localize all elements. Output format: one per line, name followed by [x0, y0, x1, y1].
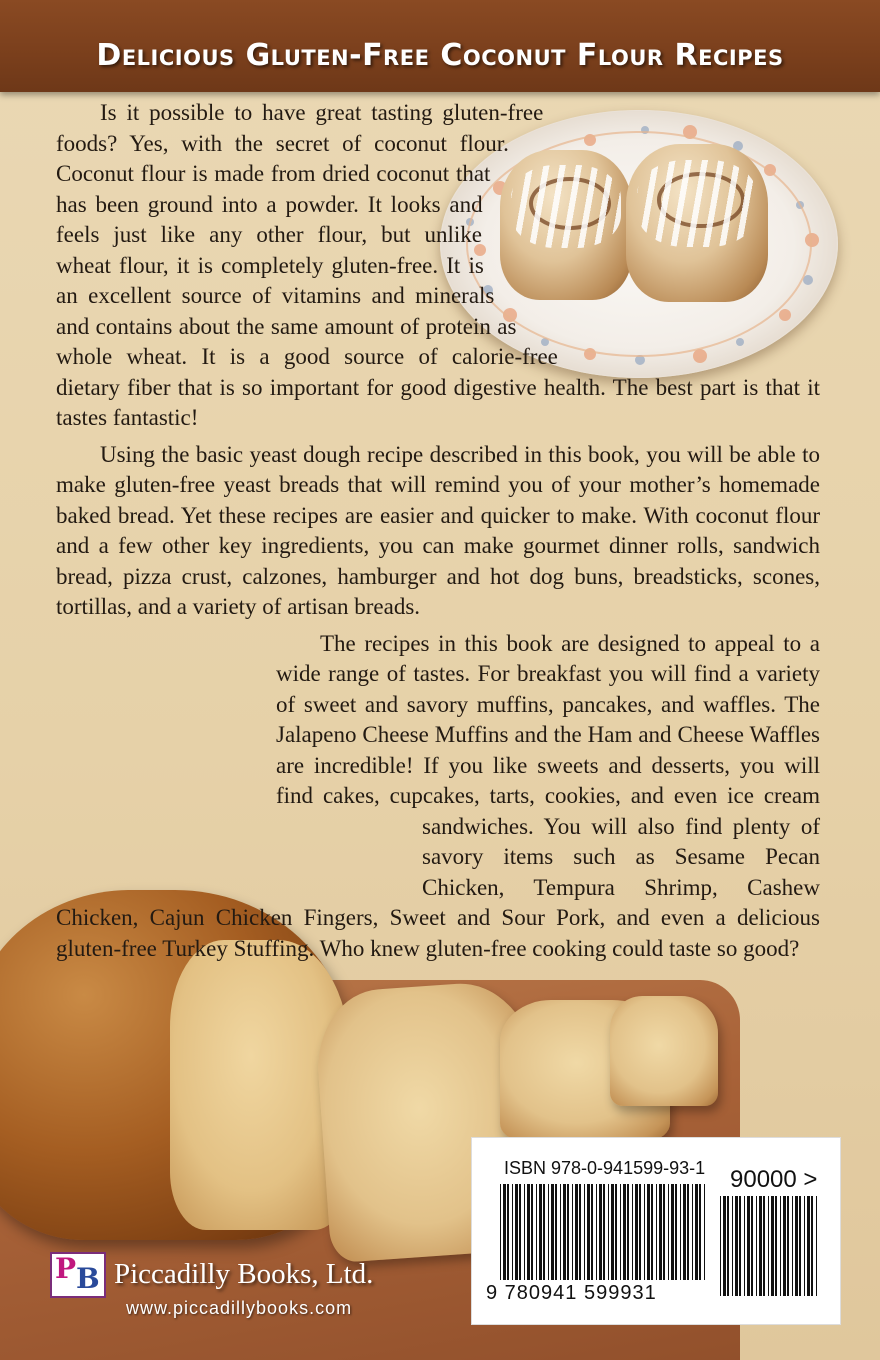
description-text — [56, 98, 820, 970]
paragraph: Using the basic yeast dough recipe described in this book, you will be able to make gluten-free yeast breads that will remind you of your mother’s homemade baked bread. Yet these recipes are easier and quicker to make. With coconut flour and a few other key ingredients, you can make gourmet dinner rolls, sandwich bread, pizza crust, calzones, hamburger and hot dog buns, breadsticks, scones, tortillas, and a variety of artisan breads. — [56, 441, 820, 619]
addon-barcode — [718, 1196, 820, 1296]
ean-digits: 9 780941 599931 — [486, 1282, 657, 1304]
price-code: 90000 > — [730, 1166, 818, 1193]
logo-letter: P — [55, 1252, 77, 1285]
title-band — [0, 0, 880, 92]
publisher-logo — [50, 1252, 106, 1298]
cover-title: Delicious Gluten-Free Coconut Flour Recipes — [96, 38, 784, 73]
logo-letter: B — [76, 1262, 100, 1295]
isbn-label: ISBN 978-0-941599-93-1 — [504, 1158, 706, 1178]
paragraph: The recipes in this book are designed to appeal to a wide range of tastes. For breakfast you will find a variety of sweet and savory muffins, pancakes, and waffles. The Jalapeno Cheese Muffins and the Ham and Cheese Waffles are incredible! If you like sweets and desserts, you will find cakes, cupcakes, tarts, cookies, and even ice cream sandwiches. You will also find plenty of savory items such as Sesame Pecan Chicken, Tempura Shrimp, Cashew Chicken, Cajun Chicken Fingers, Sweet and Sour Pork, and even a delicious gluten-free Turkey Stuffing. Who knew gluten-free cooking could taste so good? — [56, 630, 820, 961]
ean-barcode — [498, 1184, 710, 1280]
paragraph: Is it possible to have great tasting gluten-free foods? Yes, with the secret of coconut flour. Coconut flour is made from dried coconut that has been ground into a powder. It looks and feels just like any other flour, but unlike wheat flour, it is completely gluten-free. It is an excellent source of vitamins and minerals and contains about the same amount of protein as whole wheat. It is a good source of calorie-free dietary fiber that is so important for good digestive health. The best part is that it tastes fantastic! — [56, 100, 820, 430]
bread-slice — [610, 996, 718, 1106]
publisher-url[interactable]: www.piccadillybooks.com — [126, 1298, 353, 1318]
publisher-name: Piccadilly Books, Ltd. — [114, 1258, 374, 1290]
